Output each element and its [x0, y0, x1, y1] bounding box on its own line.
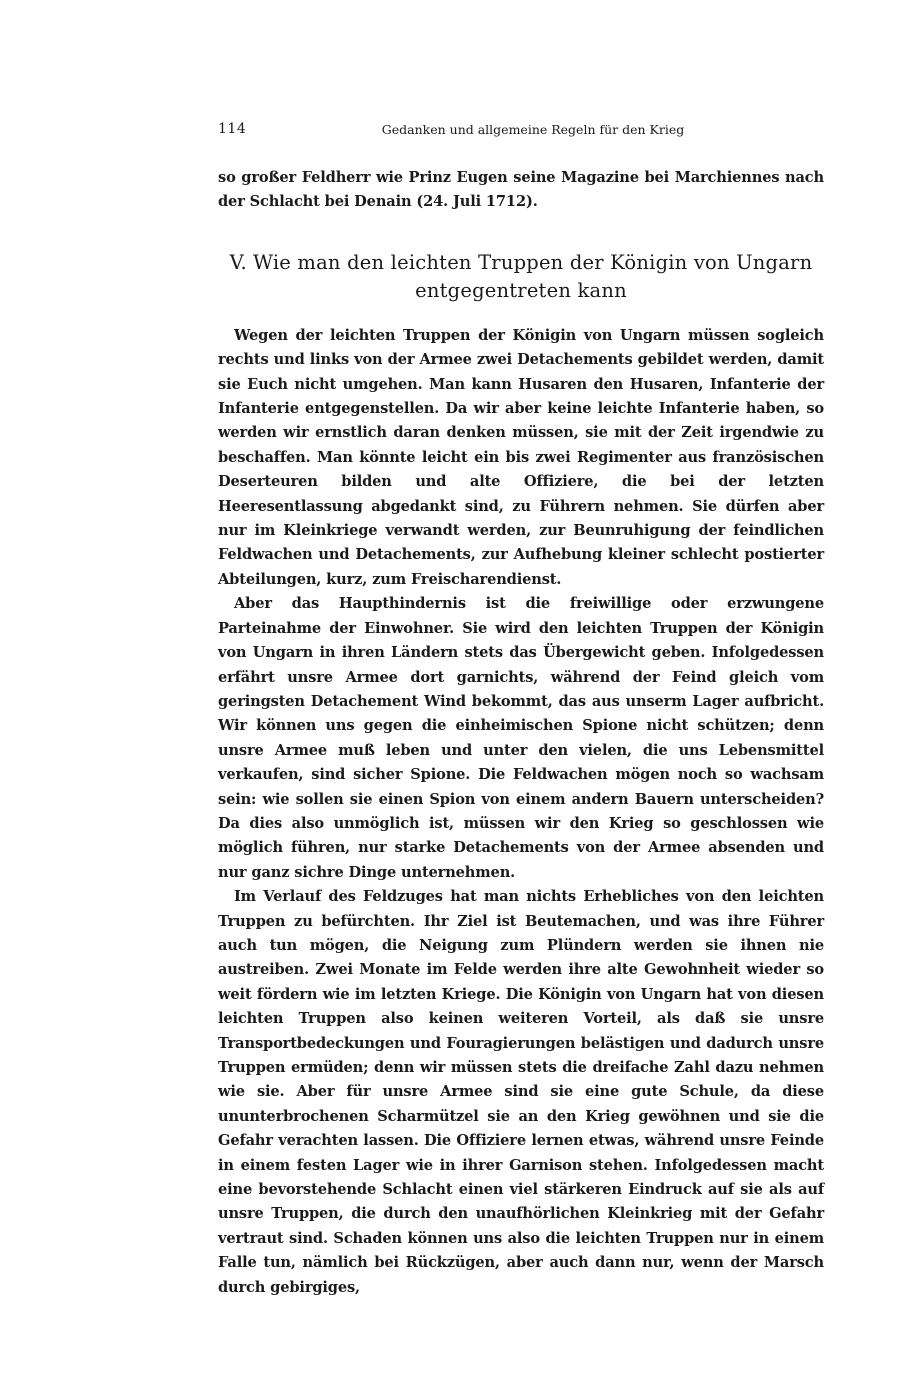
paragraph: Im Verlauf des Feldzuges hat man nichts Erhebliches von den leichten Truppen zu befürchten. Ihr Ziel ist Beutemachen, und was ihre Führer auch tun mögen, die Neigung zum Plündern werden sie ihnen nie austreiben. Zwei Monate im Felde werden ihre alte Gewohnheit wieder so weit fördern wie im letzten Kriege. Die Königin von Ungarn hat von diesen leichten Truppen also keinen weiteren Vorteil, als daß sie unsre Transportbedeckungen und Fouragierungen belästigen und dadurch unsre Truppen ermüden; denn wir müssen stets die dreifache Zahl dazu nehmen wie sie. Aber für unsre Armee sind sie eine gute Schule, da diese ununterbrochenen Scharmützel sie an den Krieg gewöhnen und sie die Gefahr verachten lassen. Die Offiziere lernen etwas, während unsre Feinde in einem festen Lager wie in ihrer Garnison stehen. Infolgedessen macht eine bevorstehende Schlacht einen viel stärkeren Eindruck auf sie als auf unsre Truppen, die durch den unaufhörlichen Kleinkrieg mit der Gefahr vertraut sind. Schaden können uns also die leichten Truppen nur in einem Falle tun, nämlich bei Rückzügen, aber auch dann nur, wenn der Marsch durch gebirgiges,: [218, 888, 824, 1296]
running-head: [218, 121, 824, 141]
paragraph: Wegen der leichten Truppen der Königin von Ungarn müssen sogleich rechts und links von der Armee zwei Detachements gebildet werden, damit sie Euch nicht umgehen. Man kann Husaren den Husaren, Infanterie der Infanterie entgegenstellen. Da wir aber keine leichte Infanterie haben, so werden wir ernstlich daran denken müssen, sie mit der Zeit irgendwie zu beschaffen. Man könnte leicht ein bis zwei Regimenter aus französischen Deserteuren bilden und alte Offiziere, die bei der letzten Heeresentlassung abgedankt sind, zu Führern nehmen. Sie dürfen aber nur im Kleinkriege verwandt werden, zur Beunruhigung der feindlichen Feldwachen und Detachements, zur Aufhebung kleiner schlecht postierter Abteilungen, kurz, zum Freischarendienst.: [218, 326, 824, 588]
page-number: 114: [218, 121, 247, 137]
section-title-line2: entgegentreten kann: [415, 278, 627, 302]
section-body: [218, 324, 824, 1300]
opening-paragraph: so großer Feldherr wie Prinz Eugen seine Magazine bei Marchiennes nach der Schlacht bei Denain (24. Juli 1712).: [218, 169, 824, 211]
section-heading: [218, 249, 824, 305]
section-title-line1: Wie man den leichten Truppen der Königin von Ungarn: [252, 250, 813, 274]
body-text: [218, 166, 824, 1300]
running-title: Gedanken und allgemeine Regeln für den Krieg: [381, 122, 685, 137]
section-number: V.: [229, 250, 247, 274]
paragraph: Aber das Haupthindernis ist die freiwillige oder erzwungene Parteinahme der Einwohner. Sie wird den leichten Truppen der Königin von Ungarn in ihren Ländern stets das Übergewicht geben. Infolgedessen erfährt unsre Armee dort garnichts, während der Feind gleich vom geringsten Detachement Wind bekommt, das aus unserm Lager aufbricht. Wir können uns gegen die einheimischen Spione nicht schützen; denn unsre Armee muß leben und unter den vielen, die uns Lebensmittel verkaufen, sind sicher Spione. Die Feldwachen mögen noch so wachsam sein: wie sollen sie einen Spion von einem andern Bauern unterscheiden? Da dies also unmöglich ist, müssen wir den Krieg so geschlossen wie möglich führen, nur starke Detachements von der Armee absenden und nur ganz sichre Dinge unternehmen.: [218, 595, 824, 881]
